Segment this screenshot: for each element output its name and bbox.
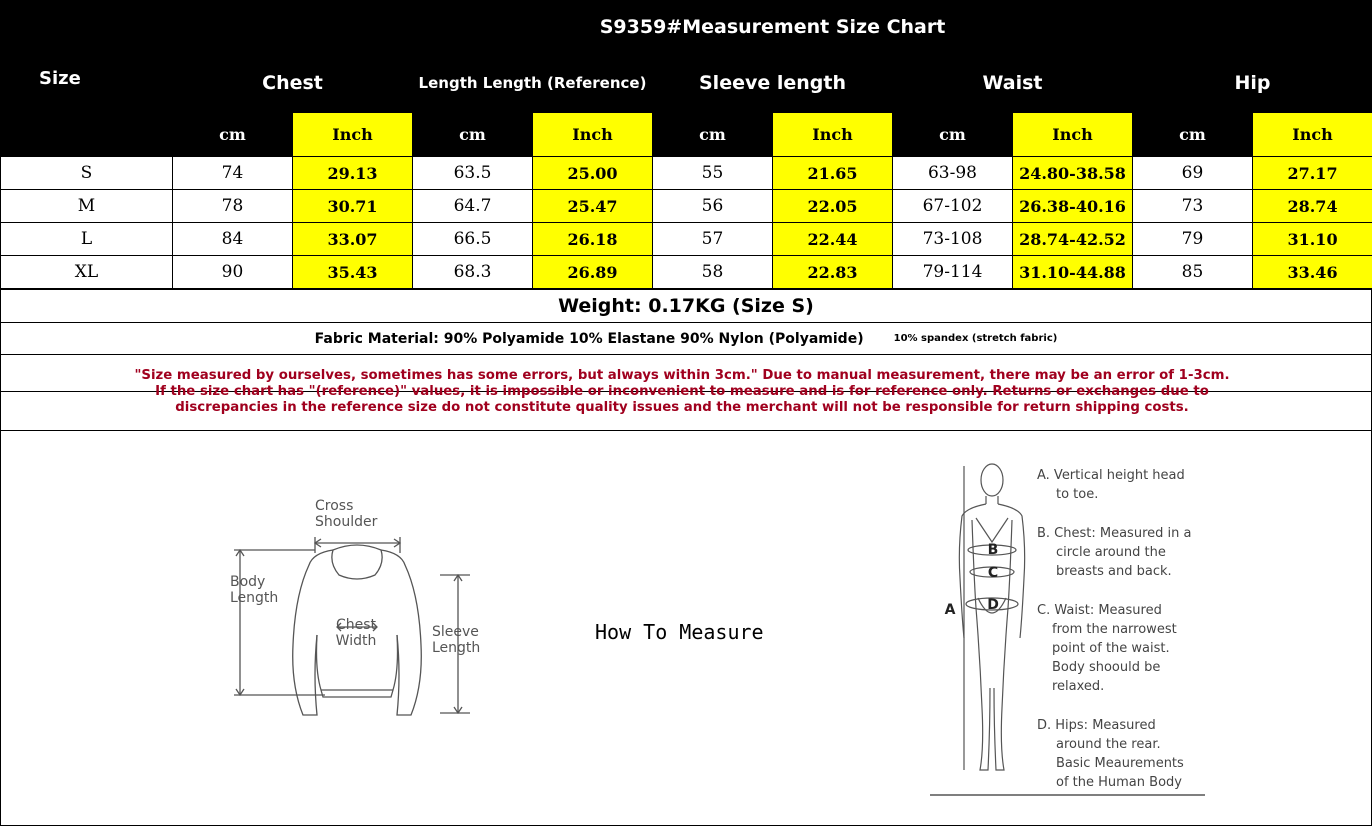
chest-cm-cell: 90: [173, 256, 293, 289]
body-note-c-line-3: point of the waist.: [1052, 641, 1170, 656]
chest-width-line-2: Width: [335, 633, 377, 649]
length-cm-cell: 64.7: [413, 190, 533, 223]
table-row: [1, 190, 1372, 223]
disclaimer-line-1: "Size measured by ourselves, sometimes has some errors, but always within 3cm." Due to manual measurement, there may be an error of 1-3cm.: [134, 368, 1230, 383]
sleeve-inch-cell: 22.83: [773, 256, 893, 289]
length-inch-cell: 26.18: [533, 223, 653, 256]
sleeve-inch-cell: 22.05: [773, 190, 893, 223]
table-row: [1, 157, 1372, 190]
hip-cm-header: cm: [1133, 113, 1253, 157]
sleeve-cm-cell: 57: [653, 223, 773, 256]
body-note-d-line-3: Basic Meaurements: [1056, 756, 1184, 771]
body-length-label: [230, 574, 278, 606]
waist-cm-cell: 79-114: [893, 256, 1013, 289]
body-note-b: [1037, 524, 1191, 581]
body-note-c: [1037, 601, 1177, 696]
waist-inch-cell: 31.10-44.88: [1013, 256, 1133, 289]
body-note-b-line-3: breasts and back.: [1056, 564, 1172, 579]
body-length-line-2: Length: [230, 590, 279, 606]
hip-inch-cell: 33.46: [1253, 256, 1372, 289]
body-note-b-line-2: circle around the: [1056, 545, 1166, 560]
size-cell: M: [1, 190, 173, 223]
chart-title: S9359#Measurement Size Chart: [173, 1, 1372, 53]
hip-cm-cell: 69: [1133, 157, 1253, 190]
body-note-c-line-4: Body shoould be: [1052, 660, 1161, 675]
body-marker-d: D: [987, 597, 999, 613]
body-note-d-line-2: around the rear.: [1056, 737, 1161, 752]
chest-inch-cell: 35.43: [293, 256, 413, 289]
weight-row: [0, 289, 1372, 323]
sleeve-inch-header: Inch: [773, 113, 893, 157]
waist-cm-cell: 63-98: [893, 157, 1013, 190]
disclaimer: [0, 368, 1364, 416]
disclaimer-line-2: If the size chart has "(reference)" values, it is impossible or inconvenient to measure and is for reference only. Returns or exchanges due to: [155, 384, 1209, 399]
waist-header: Waist: [893, 53, 1133, 113]
body-note-c-line-1: C. Waist: Measured: [1037, 603, 1162, 618]
length-header: Length Length (Reference): [413, 53, 653, 113]
how-to-measure-title: How To Measure: [595, 620, 764, 644]
sleeve-length-line-1: Sleeve: [432, 624, 479, 640]
waist-inch-cell: 28.74-42.52: [1013, 223, 1133, 256]
chest-width-line-1: Chest: [335, 617, 377, 633]
sleeve-inch-cell: 21.65: [773, 157, 893, 190]
body-note-c-line-2: from the narrowest: [1052, 622, 1177, 637]
size-cell: L: [1, 223, 173, 256]
waist-inch-cell: 24.80-38.58: [1013, 157, 1133, 190]
chest-cm-cell: 78: [173, 190, 293, 223]
table-row: [1, 256, 1372, 289]
sleeve-cm-cell: 58: [653, 256, 773, 289]
length-inch-header: Inch: [533, 113, 653, 157]
length-inch-cell: 25.47: [533, 190, 653, 223]
hip-inch-cell: 27.17: [1253, 157, 1372, 190]
length-cm-cell: 63.5: [413, 157, 533, 190]
chest-cm-cell: 84: [173, 223, 293, 256]
hip-cm-cell: 85: [1133, 256, 1253, 289]
disclaimer-line-3: discrepancies in the reference size do not constitute quality issues and the merchant will not be responsible for return shipping costs.: [175, 400, 1189, 415]
fabric-text: Fabric Material: 90% Polyamide 10% Elastane 90% Nylon (Polyamide): [314, 330, 864, 347]
body-note-a-line-2: to toe.: [1056, 487, 1099, 502]
sleeve-cm-cell: 56: [653, 190, 773, 223]
sleeve-inch-cell: 22.44: [773, 223, 893, 256]
sleeve-length-label: [432, 624, 480, 656]
hip-cm-cell: 73: [1133, 190, 1253, 223]
fabric-note: 10% spandex (stretch fabric): [893, 333, 1058, 344]
hip-inch-header: Inch: [1253, 113, 1372, 157]
chest-cm-cell: 74: [173, 157, 293, 190]
body-note-d-line-4: of the Human Body: [1056, 775, 1182, 790]
body-marker-c: C: [987, 565, 999, 581]
body-note-d-line-1: D. Hips: Measured: [1037, 718, 1156, 733]
length-cm-cell: 66.5: [413, 223, 533, 256]
hip-header: Hip: [1133, 53, 1372, 113]
chest-inch-header: Inch: [293, 113, 413, 157]
hip-cm-cell: 79: [1133, 223, 1253, 256]
body-note-b-line-1: B. Chest: Measured in a: [1037, 526, 1192, 541]
size-cell: S: [1, 157, 173, 190]
waist-cm-cell: 73-108: [893, 223, 1013, 256]
sleeve-header: Sleeve length: [653, 53, 893, 113]
sleeve-cm-header: cm: [653, 113, 773, 157]
chest-cm-header: cm: [173, 113, 293, 157]
body-marker-b: B: [987, 542, 999, 558]
chest-inch-cell: 29.13: [293, 157, 413, 190]
waist-cm-header: cm: [893, 113, 1013, 157]
hip-inch-cell: 31.10: [1253, 223, 1372, 256]
table-row: [1, 223, 1372, 256]
cross-shoulder-line-1: Cross: [315, 498, 354, 514]
cross-shoulder-line-2: Shoulder: [315, 514, 378, 530]
chest-inch-cell: 33.07: [293, 223, 413, 256]
body-note-d: [1037, 716, 1184, 792]
waist-inch-header: Inch: [1013, 113, 1133, 157]
chest-width-label: [330, 617, 382, 649]
chest-inch-cell: 30.71: [293, 190, 413, 223]
body-note-a-line-1: A. Vertical height head: [1037, 468, 1185, 483]
body-length-line-1: Body: [230, 574, 266, 590]
waist-inch-cell: 26.38-40.16: [1013, 190, 1133, 223]
waist-cm-cell: 67-102: [893, 190, 1013, 223]
hip-inch-cell: 28.74: [1253, 190, 1372, 223]
body-marker-a: A: [944, 602, 956, 618]
length-inch-cell: 26.89: [533, 256, 653, 289]
size-header: Size: [1, 1, 173, 157]
fabric-row: [0, 322, 1372, 355]
chest-header: Chest: [173, 53, 413, 113]
weight-text: Weight: 0.17KG (Size S): [558, 295, 814, 317]
body-note-c-line-5: relaxed.: [1052, 679, 1105, 694]
length-cm-cell: 68.3: [413, 256, 533, 289]
size-table: [0, 0, 1372, 289]
cross-shoulder-label: [315, 498, 377, 530]
sleeve-length-line-2: Length: [432, 640, 481, 656]
length-inch-cell: 25.00: [533, 157, 653, 190]
body-note-a: [1037, 466, 1185, 504]
size-cell: XL: [1, 256, 173, 289]
sleeve-cm-cell: 55: [653, 157, 773, 190]
length-cm-header: cm: [413, 113, 533, 157]
